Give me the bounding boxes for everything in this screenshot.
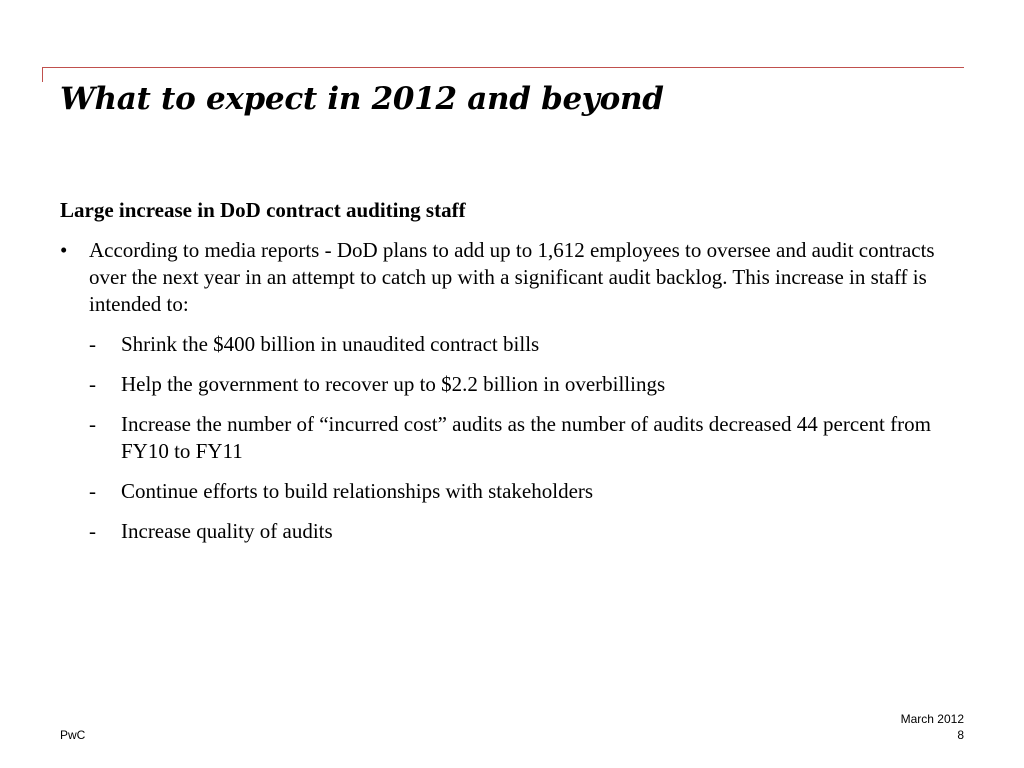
section-subheading: Large increase in DoD contract auditing staff <box>60 198 466 222</box>
sub-bullet-text: Help the government to recover up to $2.2 billion in overbillings <box>121 372 666 396</box>
dash-marker: - <box>89 412 96 436</box>
sub-bullet-list <box>60 331 970 545</box>
slide-body <box>60 197 970 558</box>
dash-marker: - <box>89 332 96 356</box>
sub-bullet-item <box>89 371 970 398</box>
bullet-marker: • <box>60 238 68 262</box>
sub-bullet-item <box>89 331 970 358</box>
sub-bullet-item <box>89 518 970 545</box>
bullet-text: According to media reports - DoD plans to add up to 1,612 employees to oversee and audit contracts over the next year in an attempt to catch up with a significant audit backlog. This increase in staff is intended to: <box>89 238 935 316</box>
sub-bullet-item <box>89 411 970 465</box>
footer-meta <box>901 711 964 743</box>
page-number: 8 <box>957 728 964 742</box>
sub-bullet-text: Increase the number of “incurred cost” audits as the number of audits decreased 44 percent from FY10 to FY11 <box>121 412 931 463</box>
dash-marker: - <box>89 479 96 503</box>
dash-marker: - <box>89 519 96 543</box>
bullet-item <box>60 237 970 318</box>
sub-bullet-text: Increase quality of audits <box>121 519 333 543</box>
sub-bullet-item <box>89 478 970 505</box>
title-rule-corner <box>42 67 43 82</box>
sub-bullet-text: Continue efforts to build relationships with stakeholders <box>121 479 594 503</box>
slide-title: What to expect in 2012 and beyond <box>60 81 664 117</box>
dash-marker: - <box>89 372 96 396</box>
title-rule <box>42 67 964 68</box>
footer-date: March 2012 <box>900 712 964 726</box>
footer-company: PwC <box>60 728 86 742</box>
sub-bullet-text: Shrink the $400 billion in unaudited contract bills <box>121 332 540 356</box>
